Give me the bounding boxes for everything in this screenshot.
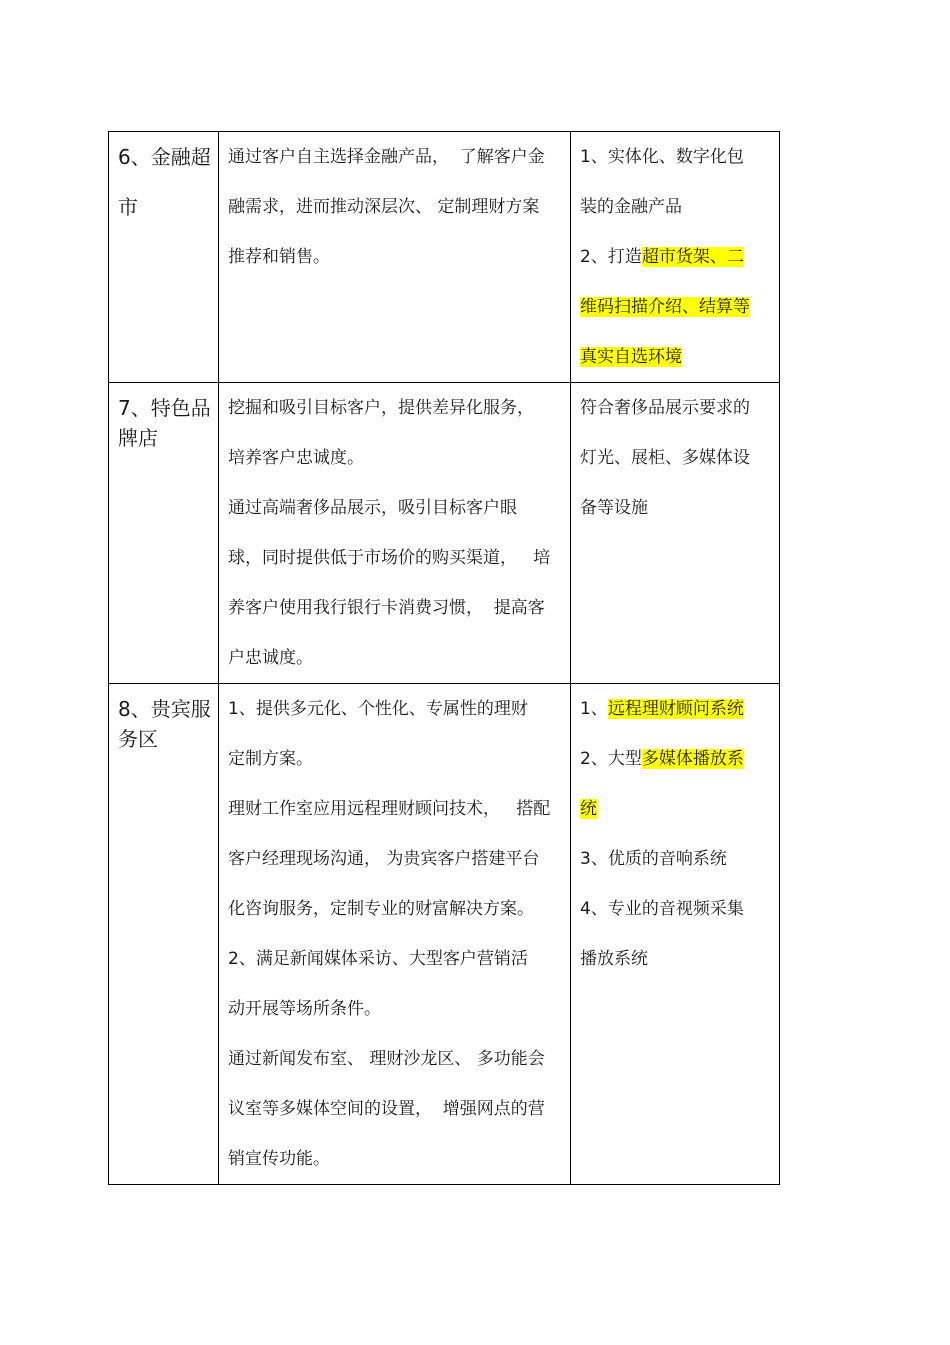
area-name-line: 市 [118, 195, 138, 219]
highlighted-text: 多媒体播放系 [641, 749, 744, 769]
description-line: 定制方案。 [228, 749, 313, 769]
function-description-cell [219, 684, 571, 1185]
equipment-line: 备等设施 [580, 498, 648, 518]
area-name-line: 8、贵宾服 [118, 697, 211, 721]
equipment-line: 灯光、展柜、多媒体设 [580, 448, 750, 468]
equipment-line [571, 282, 779, 332]
function-description-cell [219, 383, 571, 684]
description-line: 通过客户自主选择金融产品， 了解客户金 [228, 147, 545, 167]
equipment-line: 1、远程理财顾问系统 [580, 699, 744, 719]
description-line: 养客户使用我行银行卡消费习惯， 提高客 [228, 598, 545, 618]
equipment-line: 1、实体化、数字化包 [580, 147, 744, 167]
highlighted-text: 维码扫描介绍、结算等 [580, 297, 750, 317]
equipment-line: 播放系统 [580, 949, 648, 969]
description-line: 户忠诚度。 [228, 648, 313, 668]
service-area-table [108, 131, 780, 1185]
description-line: 客户经理现场沟通， 为贵宾客户搭建平台 [228, 849, 540, 869]
table-row [109, 132, 780, 383]
description-line: 议室等多媒体空间的设置， 增强网点的营 [228, 1099, 545, 1119]
area-name-line: 6、金融超 [118, 145, 211, 169]
description-line: 2、满足新闻媒体采访、大型客户营销活 [228, 949, 528, 969]
equipment-line: 2、大型多媒体播放系 [580, 749, 744, 769]
description-line: 动开展等场所条件。 [228, 999, 381, 1019]
description-line: 1、提供多元化、个性化、专属性的理财 [228, 699, 528, 719]
equipment-line: 2、打造超市货架、二 [580, 247, 744, 267]
equipment-cell [571, 383, 780, 684]
description-line: 推荐和销售。 [228, 247, 330, 267]
description-line: 化咨询服务，定制专业的财富解决方案。 [228, 899, 534, 919]
area-name-cell [109, 684, 219, 1185]
description-line: 培养客户忠诚度。 [228, 448, 364, 468]
area-name-line: 务区 [118, 727, 158, 751]
description-line: 融需求，进而推动深层次、 定制理财方案 [228, 197, 540, 217]
description-line: 通过高端奢侈品展示，吸引目标客户眼 [228, 498, 517, 518]
highlighted-text: 远程理财顾问系统 [607, 699, 744, 719]
equipment-line: 4、专业的音视频采集 [580, 899, 744, 919]
function-description-cell [219, 132, 571, 383]
highlighted-text: 真实自选环境 [580, 347, 682, 367]
area-name-cell [109, 383, 219, 684]
equipment-line: 符合奢侈品展示要求的 [580, 398, 750, 418]
description-line: 挖掘和吸引目标客户，提供差异化服务， [228, 398, 534, 418]
equipment-line: 装的金融产品 [580, 197, 682, 217]
equipment-cell [571, 132, 780, 383]
equipment-cell [571, 684, 780, 1185]
highlighted-text: 统 [580, 799, 597, 819]
area-name-cell [109, 132, 219, 383]
highlighted-text: 超市货架、二 [641, 247, 744, 267]
table-row [109, 684, 780, 1185]
description-line: 球，同时提供低于市场价的购买渠道， 培 [228, 548, 551, 568]
equipment-line: 3、优质的音响系统 [580, 849, 727, 869]
table-row [109, 383, 780, 684]
description-line: 理财工作室应用远程理财顾问技术， 搭配 [228, 799, 551, 819]
description-line: 销宣传功能。 [228, 1149, 330, 1169]
equipment-line [571, 784, 779, 834]
area-name-line: 7、特色品 [118, 396, 211, 420]
description-line: 通过新闻发布室、 理财沙龙区、 多功能会 [228, 1049, 545, 1069]
area-name-line: 牌店 [118, 426, 158, 450]
equipment-line [571, 332, 779, 382]
